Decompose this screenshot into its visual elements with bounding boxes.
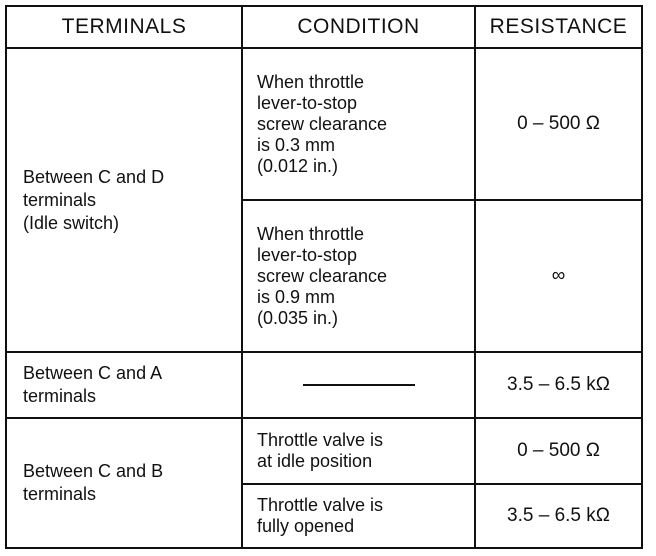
header-condition: CONDITION: [242, 6, 475, 48]
resistance-cell: 3.5 – 6.5 kΩ: [475, 352, 642, 418]
table-row: [6, 418, 642, 484]
table-row: [6, 48, 642, 200]
terminals-cell: Between C and D terminals (Idle switch): [6, 48, 242, 352]
resistance-cell: 0 – 500 Ω: [475, 418, 642, 484]
resistance-cell: ∞: [475, 200, 642, 352]
terminals-cell: Between C and B terminals: [6, 418, 242, 548]
header-resistance: RESISTANCE: [475, 6, 642, 48]
condition-cell: Throttle valve is fully opened: [242, 484, 475, 548]
condition-cell: When throttle lever-to-stop screw clearance is 0.9 mm (0.035 in.): [242, 200, 475, 352]
condition-cell: [242, 352, 475, 418]
condition-cell: Throttle valve is at idle position: [242, 418, 475, 484]
resistance-cell: 0 – 500 Ω: [475, 48, 642, 200]
empty-dash: [303, 384, 415, 386]
header-row: [6, 6, 642, 48]
specification-table: [5, 5, 643, 549]
resistance-cell: 3.5 – 6.5 kΩ: [475, 484, 642, 548]
terminals-cell: Between C and A terminals: [6, 352, 242, 418]
table-row: [6, 352, 642, 418]
header-terminals: TERMINALS: [6, 6, 242, 48]
condition-cell: When throttle lever-to-stop screw clearance is 0.3 mm (0.012 in.): [242, 48, 475, 200]
